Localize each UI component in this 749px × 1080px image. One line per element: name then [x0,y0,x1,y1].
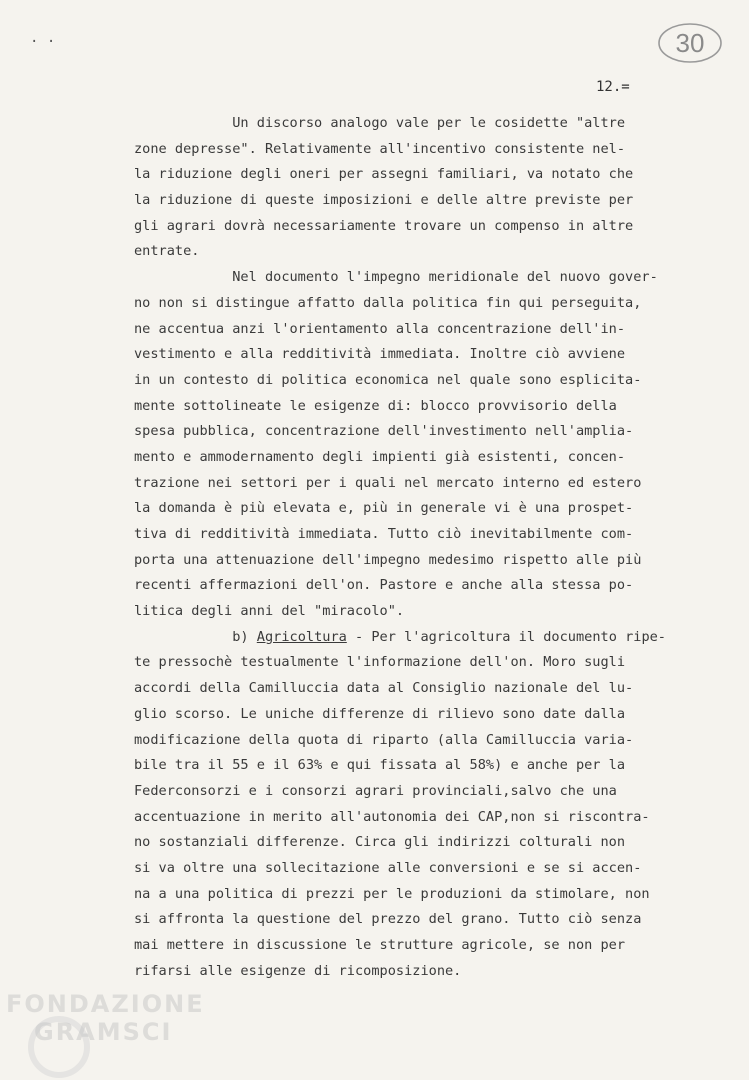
text-line: la riduzione di queste imposizioni e delle altre previste per [134,192,634,209]
text-line: mai mettere in discussione le strutture agricole, se non per [134,937,626,953]
heading-indent [134,629,232,645]
text-line: rifarsi alle esigenze di ricomposizione. [134,962,462,979]
text-line: tiva di redditività immediata. Tutto ciò inevitabilmente com- [134,526,634,542]
text-line: entrate. [134,243,200,260]
text-line: mente sottolineate le esigenze di: blocco provvisorio della [134,397,617,414]
page-number: 12.= [596,79,630,95]
text-line: porta una attenuazione dell'impegno medesimo rispetto alle più [134,551,642,568]
folio-number: 30 [675,28,705,58]
heading-prefix: b) [232,628,257,645]
text-line: Un discorso analogo vale per le cosidette "altre [134,115,626,131]
text-line: trazione nei settori per i quali nel mercato interno ed estero [134,474,642,491]
section-heading-agricoltura: Agricoltura [256,628,347,645]
text-line: recenti affermazioni dell'on. Pastore e anche alla stessa po- [134,577,634,594]
watermark-line-2: GRAMSCI [34,1018,173,1046]
text-line: mento e ammodernamento degli impienti già esistenti, concen- [134,448,626,465]
text-line: accentuazione in merito all'autonomia dei CAP,non si riscontra- [134,808,650,825]
text-line: no non si distingue affatto dalla politica fin qui perseguita, [134,294,642,311]
watermark-line-1: FONDAZIONE [6,990,205,1018]
text-line: si va oltre una sollecitazione alle conversioni e se si accen- [134,859,642,876]
folio-stamp [655,20,725,66]
text-line: accordi della Camilluccia data al Consiglio nazionale del lu- [134,680,634,697]
text-line: si affronta la questione del prezzo del grano. Tutto ciò senza [134,911,642,928]
text-line: litica degli anni del "miracolo". [134,603,405,620]
watermark [6,990,205,1046]
heading-rest: - Per l'agricoltura il documento ripe- [346,628,666,645]
text-line: na a una politica di prezzi per le produzioni da stimolare, non [134,885,650,902]
section-heading-line [134,625,694,651]
text-line: in un contesto di politica economica nel quale sono esplicita- [134,371,642,388]
text-line: Nel documento l'impegno meridionale del nuovo gover- [134,269,658,286]
text-line: bile tra il 55 e il 63% e qui fissata al 58%) e anche per la [134,757,626,774]
text-line: la riduzione degli oneri per assegni familiari, va notato che [134,166,634,183]
text-line: spesa pubblica, concentrazione dell'investimento nell'amplia- [134,423,634,440]
text-line: vestimento e alla redditività immediata. Inoltre ciò avviene [134,346,626,363]
text-line: te pressochè testualmente l'informazione dell'on. Moro sugli [134,654,626,671]
margin-specks: · · [30,34,56,50]
text-line: la domanda è più elevata e, più in generale vi è una prospet- [134,500,634,517]
text-line: modificazione della quota di riparto (alla Camilluccia varia- [134,731,634,748]
text-line: ne accentua anzi l'orientamento alla concentrazione dell'in- [134,320,626,337]
text-line: Federconsorzi e i consorzi agrari provinciali,salvo che una [134,782,617,799]
text-line: no sostanziali differenze. Circa gli indirizzi colturali non [134,834,626,851]
body-text [134,111,694,984]
text-line: zone depresse". Relativamente all'incentivo consistente nel- [134,140,626,157]
text-line: glio scorso. Le uniche differenze di rilievo sono date dalla [134,705,626,722]
text-line: gli agrari dovrà necessariamente trovare un compenso in altre [134,217,634,234]
